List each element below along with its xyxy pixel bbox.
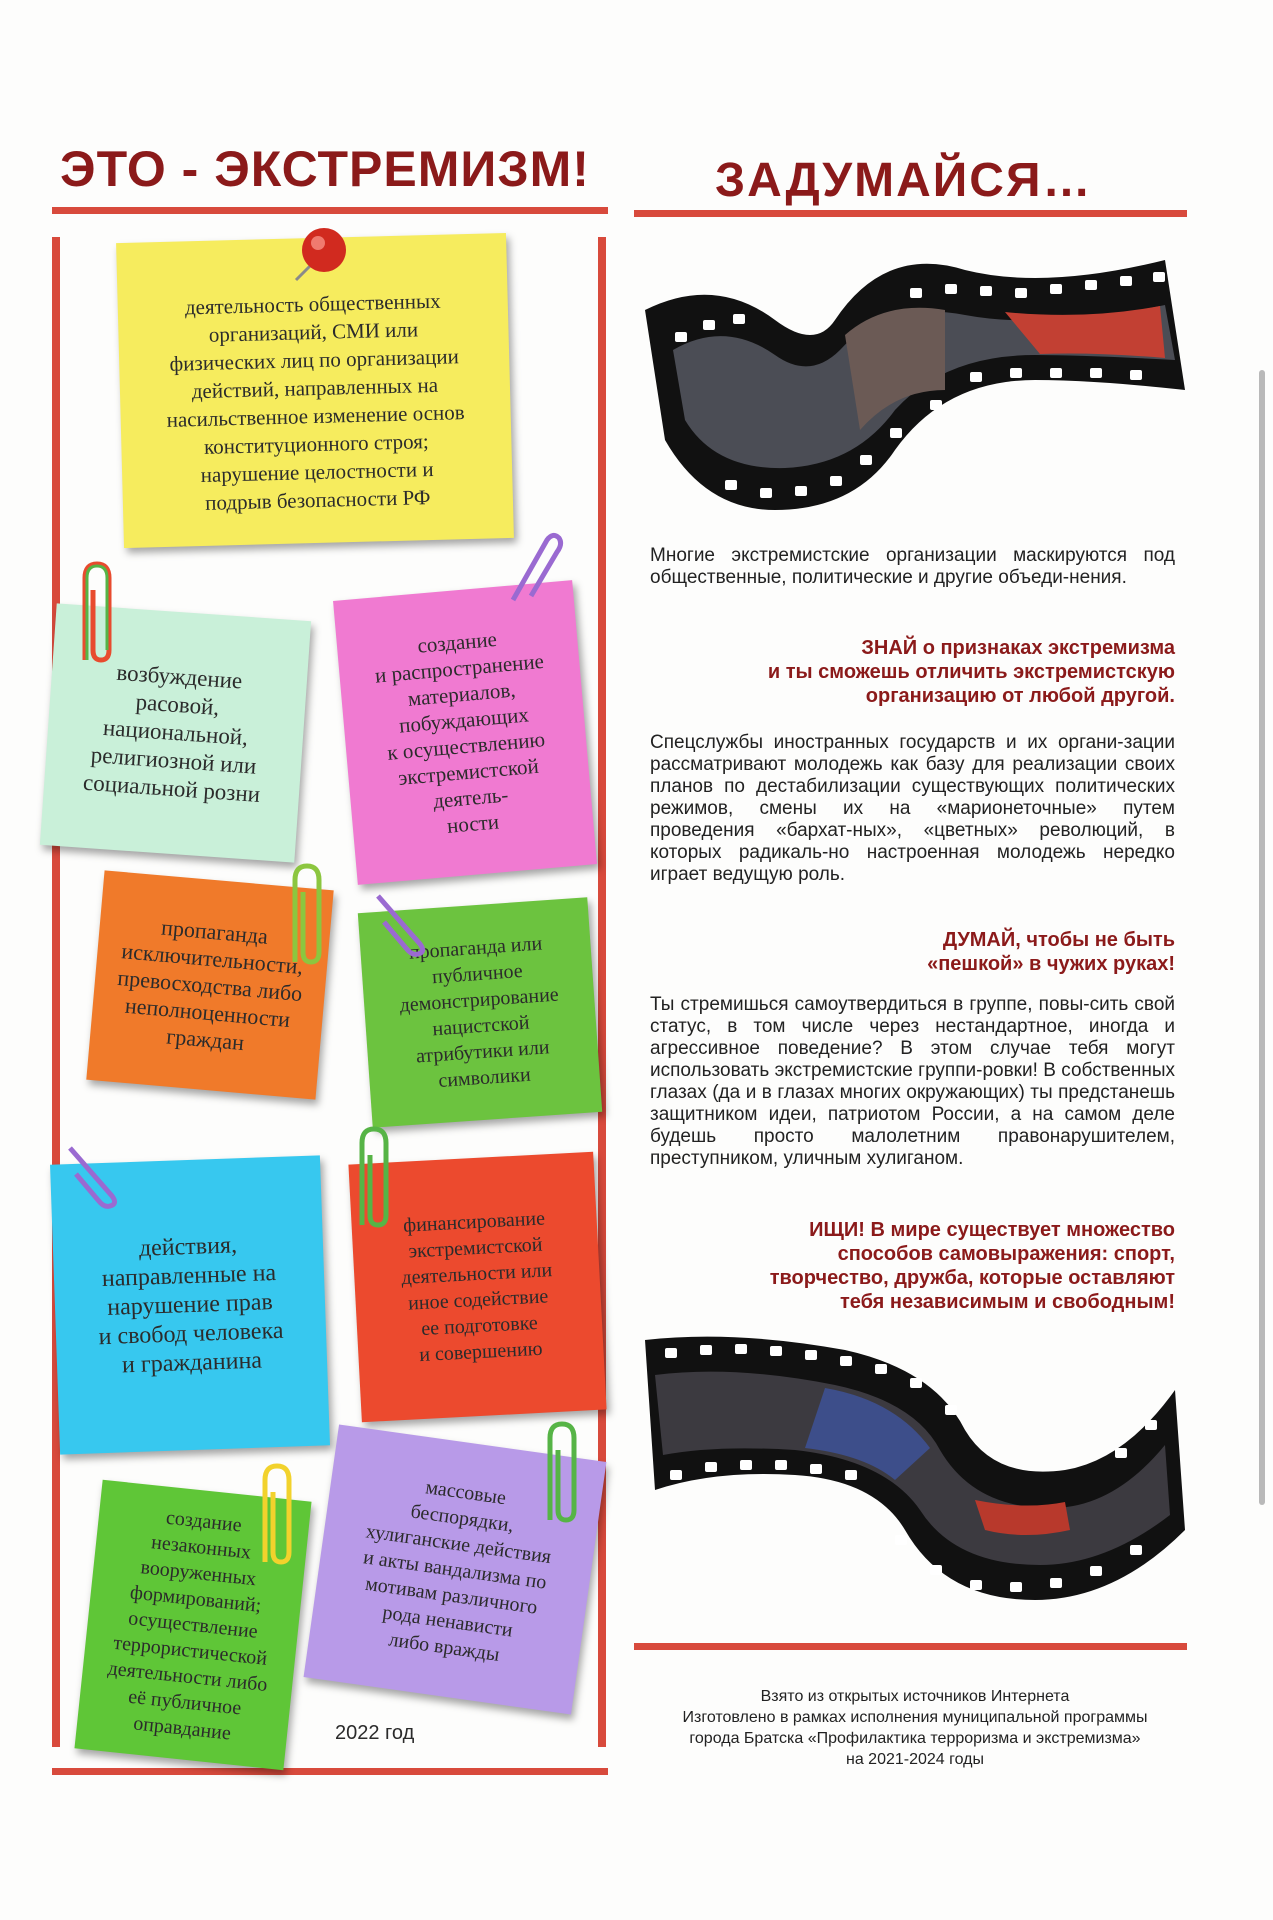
note-text: возбуждение расовой, национальной, религиозной или социальной розни bbox=[82, 659, 261, 808]
paperclip-icon bbox=[285, 862, 329, 972]
paragraph-1: Многие экстремистские организации маскируются под общественные, политические и другие объеди-нения. bbox=[650, 545, 1175, 588]
accent-know: ЗНАЙ о признаках экстремизма и ты сможешь отличить экстремистскую организацию от любой другой. bbox=[767, 637, 1175, 707]
paperclip-icon bbox=[255, 1462, 299, 1572]
paragraph-2: Спецслужбы иностранных государств и их органи-зации рассматривают молодежь как базу для реализации своих планов по дестабилизации существующих политических режимов, смены их на «марионеточные» путем проведения «бархат-ных», «цветных» революций, в которых радикаль-но настроенная молодежь нередко играет ведущую роль. bbox=[650, 732, 1175, 885]
paperclip-icon bbox=[62, 1140, 122, 1210]
note-text: массовые беспорядки, хулиганские действия и акты вандализма по мотивам различного рода ненависти либо вражды bbox=[362, 1475, 553, 1666]
paperclip-icon bbox=[370, 888, 430, 958]
paperclip-icon bbox=[540, 1420, 584, 1530]
footer-credits: Взято из открытых источников Интернета Изготовлено в рамках исполнения муниципальной программы города Братска «Профилактика терроризма и экстремизма» на 2021-2024 годы bbox=[682, 1688, 1148, 1768]
scrollbar[interactable] bbox=[1259, 370, 1265, 1505]
note-text: деятельность общественных организаций, СМИ или физических лиц по организации действий, направленных на насильственное изменение основ конституционного строя; нарушение целостности и подрыв безопасности РФ bbox=[166, 288, 465, 515]
note-text: пропаганда исключительности, превосходства либо неполноценности граждан bbox=[116, 914, 305, 1055]
left-title: ЭТО - ЭКСТРЕМИЗМ! bbox=[60, 141, 590, 197]
film-strip-image bbox=[645, 1330, 1185, 1610]
left-frame-bar-left bbox=[52, 237, 60, 1747]
paperclip-icon bbox=[75, 560, 119, 670]
note-text: действия, направленные на нарушение прав и свобод человека и гражданина bbox=[98, 1231, 284, 1378]
note-text: создание и распространение материалов, побуждающих к осуществлению экстремистской деятель- ности bbox=[373, 626, 546, 838]
note-text: финансирование экстремистской деятельности или иное содействие ее подготовке и совершению bbox=[400, 1207, 553, 1367]
note-text: пропаганда или публичное демонстрирование нацистской атрибутики или символики bbox=[398, 932, 560, 1092]
note-text: создание незаконных вооруженных формирований; осуществление террористической деятельности либо её публичное оправдание bbox=[106, 1506, 269, 1745]
left-frame-bar-right bbox=[598, 237, 606, 1747]
left-title-rule bbox=[52, 207, 608, 214]
left-bottom-rule bbox=[52, 1768, 608, 1775]
pushpin-icon bbox=[288, 218, 358, 288]
paperclip-icon bbox=[352, 1125, 396, 1235]
paragraph-3: Ты стремишься самоутвердиться в группе, повы-сить свой статус, в том числе через нестандартное, иногда и агрессивное поведение? В этом случае тебя могут использовать экстремистские группи-ровки! В собственных глазах (да и в глазах многих окружающих) ты предстанешь защитником идеи, патриотом России, а на самом деле будешь просто малолетним правонарушителем, преступником, уличным хулиганом. bbox=[650, 994, 1175, 1169]
right-bottom-rule bbox=[634, 1643, 1187, 1650]
paperclip-icon bbox=[505, 530, 565, 610]
year-label: 2022 год bbox=[335, 1722, 415, 1744]
film-strip-image bbox=[645, 240, 1185, 520]
accent-seek: ИЩИ! В мире существует множество способов самовыражения: спорт, творчество, дружба, которые оставляют тебя независимым и свободным! bbox=[769, 1219, 1175, 1313]
accent-think: ДУМАЙ, чтобы не быть «пешкой» в чужих руках! bbox=[927, 929, 1175, 975]
note-pink bbox=[333, 580, 597, 885]
right-title: ЗАДУМАЙСЯ… bbox=[715, 154, 1093, 207]
right-title-rule bbox=[634, 210, 1187, 217]
